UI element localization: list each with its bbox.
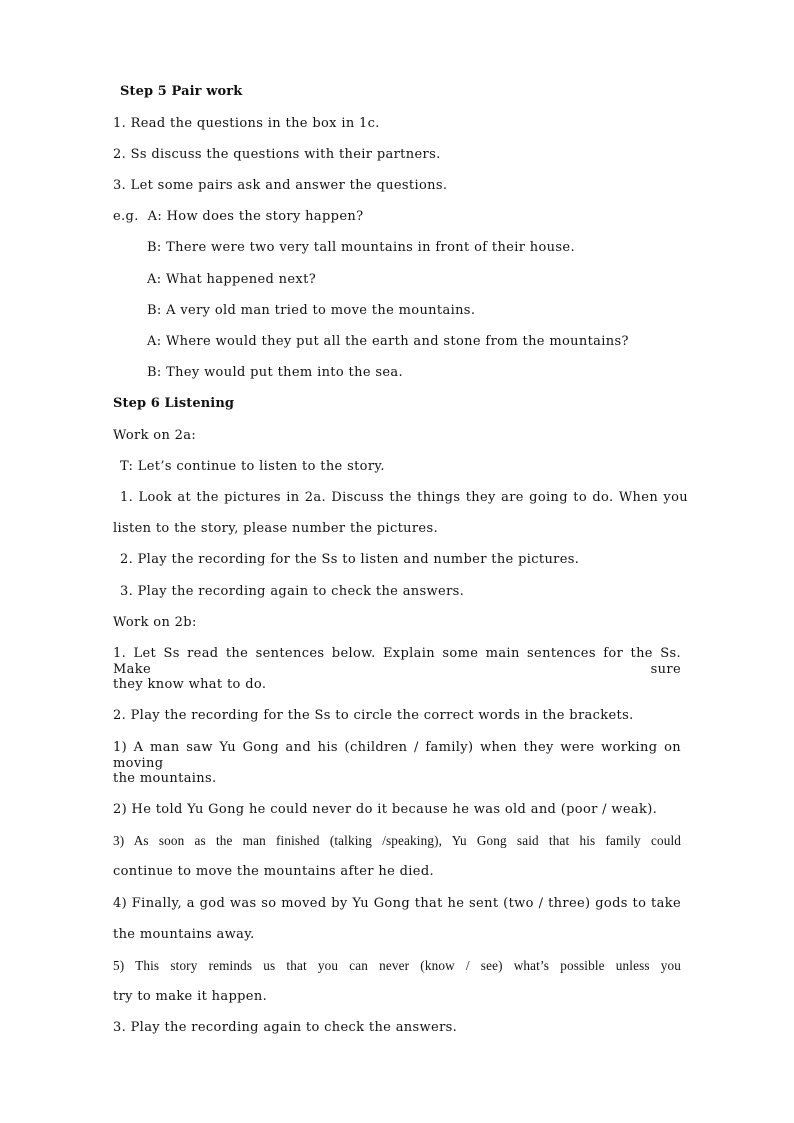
step5-item-3: 3. Let some pairs ask and answer the questions. bbox=[113, 178, 448, 193]
work2b-label: Work on 2b: bbox=[113, 615, 197, 630]
sentence-1-line-1: 1) A man saw Yu Gong and his (children / family) when they were working on moving bbox=[113, 740, 681, 771]
work2a-item-1-line-2: listen to the story, please number the pictures. bbox=[113, 521, 438, 536]
work2b-item-2: 2. Play the recording for the Ss to circle the correct words in the brackets. bbox=[113, 708, 634, 723]
work2a-teacher-line: T: Let’s continue to listen to the story. bbox=[120, 459, 385, 474]
sentence-5-line-2: try to make it happen. bbox=[113, 989, 268, 1004]
work2a-item-2: 2. Play the recording for the Ss to listen and number the pictures. bbox=[120, 552, 580, 567]
sentence-1-line-2: the mountains. bbox=[113, 771, 217, 786]
sentence-2: 2) He told Yu Gong he could never do it because he was old and (poor / weak). bbox=[113, 802, 658, 817]
work2a-label: Work on 2a: bbox=[113, 428, 197, 443]
step5-item-2: 2. Ss discuss the questions with their partners. bbox=[113, 147, 441, 162]
dialogue-line-4: A: Where would they put all the earth and stone from the mountains? bbox=[147, 334, 629, 349]
dialogue-line-3: B: A very old man tried to move the mountains. bbox=[147, 303, 476, 318]
sentence-3-line-2: continue to move the mountains after he died. bbox=[113, 864, 434, 879]
work2b-item-3: 3. Play the recording again to check the answers. bbox=[113, 1020, 458, 1035]
work2a-item-3: 3. Play the recording again to check the answers. bbox=[120, 584, 465, 599]
work2b-item-1-line-2: they know what to do. bbox=[113, 677, 267, 692]
dialogue-line-1: B: There were two very tall mountains in front of their house. bbox=[147, 240, 575, 255]
work2a-item-1-line-1: 1. Look at the pictures in 2a. Discuss the things they are going to do. When you bbox=[120, 490, 688, 505]
sentence-4-line-2: the mountains away. bbox=[113, 927, 255, 942]
dialogue-line-2: A: What happened next? bbox=[147, 272, 317, 287]
step5-item-1: 1. Read the questions in the box in 1c. bbox=[113, 116, 380, 131]
dialogue-line-5: B: They would put them into the sea. bbox=[147, 365, 404, 380]
example-intro: e.g. A: How does the story happen? bbox=[113, 209, 364, 224]
sentence-3-line-1: 3) As soon as the man finished (talking /speaking), Yu Gong said that his family could bbox=[113, 833, 681, 848]
sentence-5-line-1: 5) This story reminds us that you can never (know / see) what’s possible unless you bbox=[113, 958, 681, 973]
sentence-4-line-1: 4) Finally, a god was so moved by Yu Gong that he sent (two / three) gods to take bbox=[113, 896, 681, 911]
step6-heading: Step 6 Listening bbox=[113, 396, 235, 411]
step5-heading: Step 5 Pair work bbox=[120, 84, 243, 99]
work2b-item-1-line-1: 1. Let Ss read the sentences below. Explain some main sentences for the Ss. Make sure bbox=[113, 646, 681, 677]
